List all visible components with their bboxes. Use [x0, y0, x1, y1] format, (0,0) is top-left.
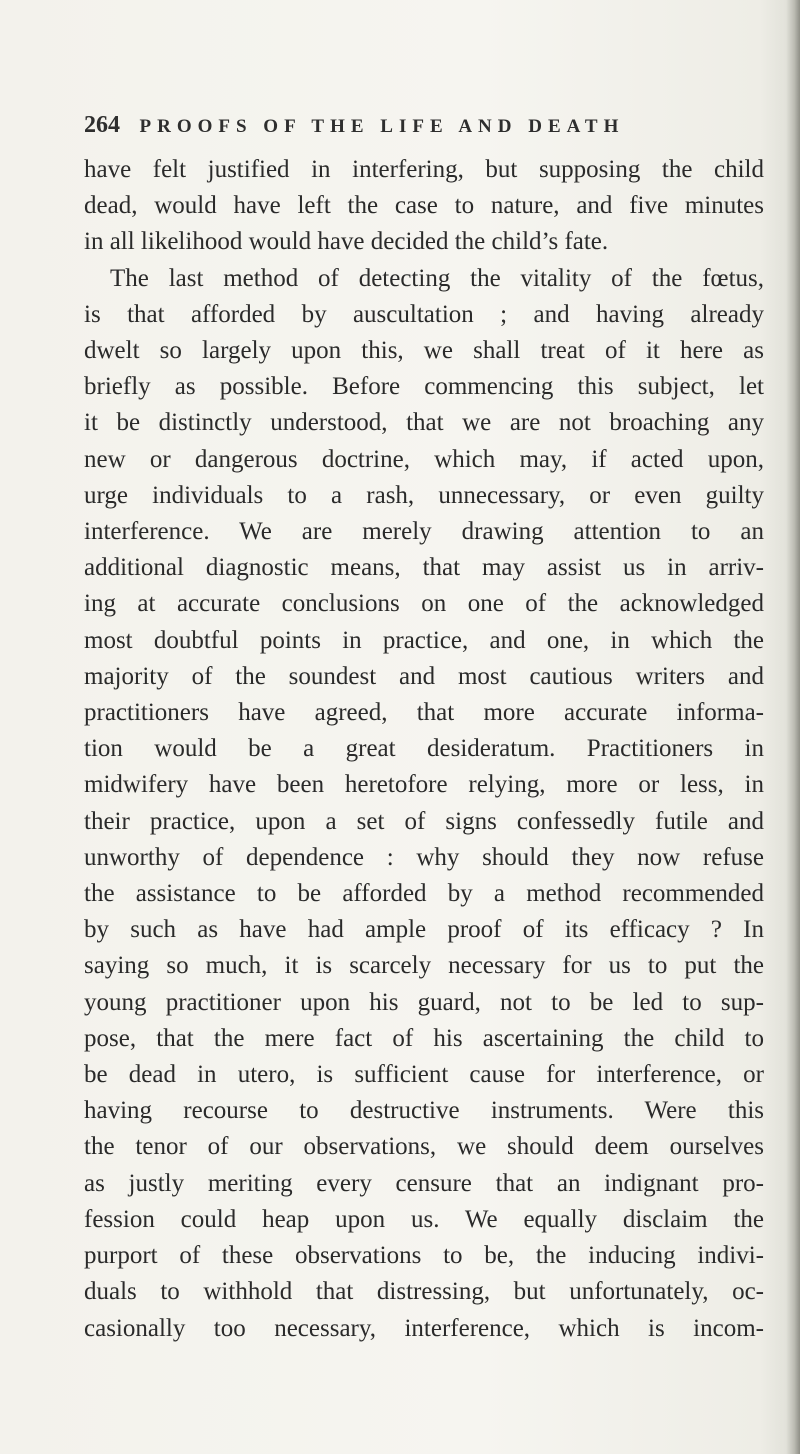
text-line: midwifery have been heretofore relying, more or less, in	[84, 771, 764, 799]
text-line: having recourse to destructive instruments. Were this	[84, 1097, 764, 1125]
text-line: pose, that the mere fact of his ascertaining the child to	[84, 1024, 764, 1052]
text-line: briefly as possible. Before commencing this subject, let	[84, 373, 764, 401]
text-line: saying so much, it is scarcely necessary for us to put the	[84, 952, 764, 980]
text-line: purport of these observations to be, the inducing indivi-	[84, 1242, 764, 1270]
text-line: majority of the soundest and most cautious writers and	[84, 662, 764, 690]
text-line: interference. We are merely drawing attention to an	[84, 518, 764, 546]
text-line: casionally too necessary, interference, which is incom-	[84, 1314, 764, 1342]
text-line: fession could heap upon us. We equally disclaim the	[84, 1205, 764, 1233]
text-line: practitioners have agreed, that more accurate informa-	[84, 699, 764, 727]
text-line: by such as have had ample proof of its efficacy ? In	[84, 916, 764, 944]
text-line: unworthy of dependence : why should they now refuse	[84, 843, 764, 871]
text-line: urge individuals to a rash, unnecessary, or even guilty	[84, 481, 764, 509]
text-line: The last method of detecting the vitality of the fœtus,	[110, 264, 764, 292]
text-line: dead, would have left the case to nature, and five minutes	[84, 192, 764, 220]
running-title: PROOFS OF THE LIFE AND DEATH	[139, 116, 625, 137]
text-line: in all likelihood would have decided the child’s fate.	[84, 228, 609, 256]
text-line: as justly meriting every censure that an indignant pro-	[84, 1169, 764, 1197]
text-line: their practice, upon a set of signs confessedly futile and	[84, 807, 764, 835]
text-line: additional diagnostic means, that may assist us in arriv-	[84, 554, 764, 582]
page-number: 264	[84, 112, 120, 138]
text-line: duals to withhold that distressing, but unfortunately, oc-	[84, 1278, 764, 1306]
text-line: ing at accurate conclusions on one of the acknowledged	[84, 590, 764, 618]
text-line: tion would be a great desideratum. Practitioners in	[84, 735, 764, 763]
text-line: have felt justified in interfering, but supposing the child	[84, 156, 764, 183]
body-paragraphs	[84, 152, 764, 1347]
text-line: the assistance to be afforded by a method recommended	[84, 880, 764, 908]
text-line: the tenor of our observations, we should deem ourselves	[84, 1133, 764, 1161]
text-line: is that afforded by auscultation ; and having already	[84, 300, 764, 328]
text-line: most doubtful points in practice, and one, in which the	[84, 626, 764, 654]
text-line: young practitioner upon his guard, not to be led to sup-	[84, 988, 764, 1016]
running-header	[84, 112, 724, 139]
text-line: new or dangerous doctrine, which may, if acted upon,	[84, 445, 764, 473]
page-edge-shadow	[786, 0, 800, 1454]
text-line: be dead in utero, is sufficient cause for interference, or	[84, 1061, 764, 1089]
text-line: it be distinctly understood, that we are not broaching any	[84, 409, 764, 437]
text-line: dwelt so largely upon this, we shall treat of it here as	[84, 337, 764, 365]
